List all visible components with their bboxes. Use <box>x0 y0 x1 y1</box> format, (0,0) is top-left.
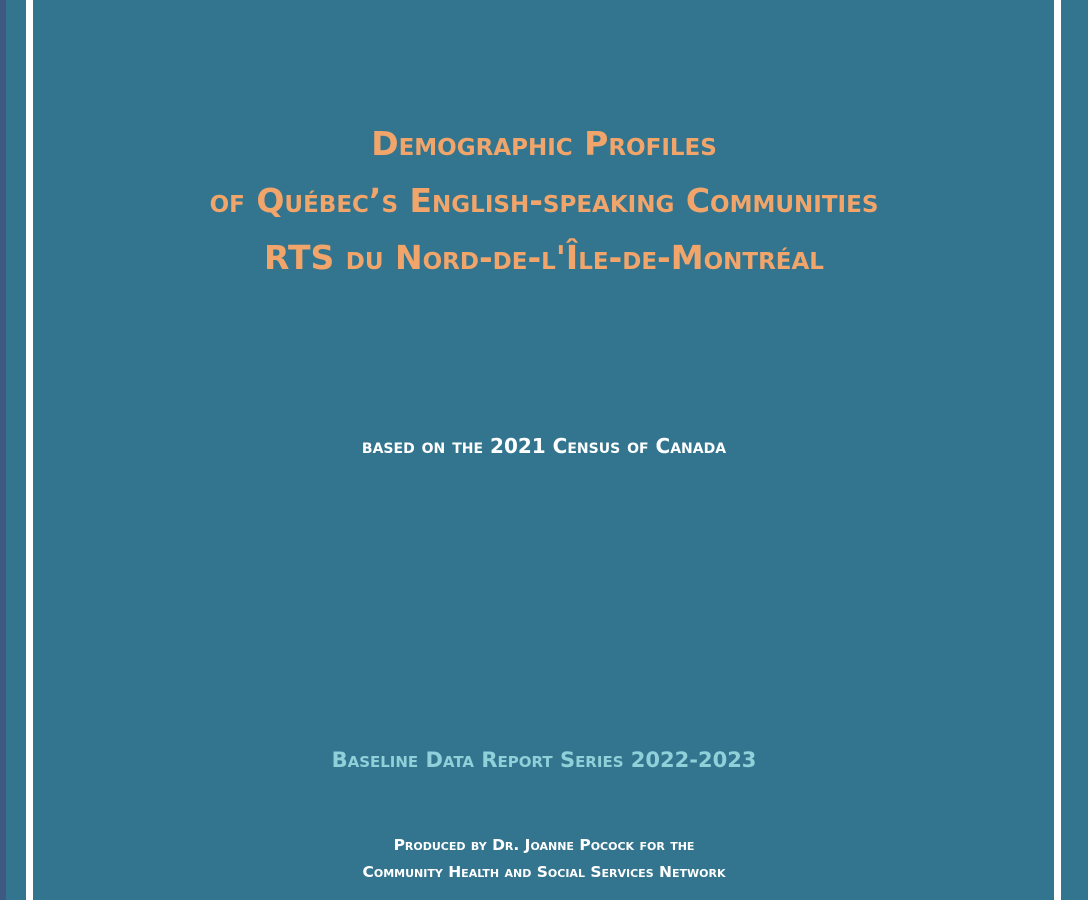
left-page-edge <box>0 0 6 900</box>
title-line-3: RTS du Nord-de-l'Île-de-Montréal <box>264 238 824 277</box>
census-subtitle: based on the 2021 Census of Canada <box>361 434 727 458</box>
title-line-2: of Québec’s English-speaking Communities <box>209 181 879 220</box>
credit-line-2: Community Health and Social Services Network <box>362 863 726 881</box>
left-border-rule <box>26 0 33 900</box>
credit-line-1: Produced by Dr. Joanne Pocock for the <box>393 836 695 854</box>
right-border-rule <box>1054 0 1061 900</box>
report-series: Baseline Data Report Series 2022-2023 <box>331 748 757 772</box>
title-line-1: Demographic Profiles <box>371 124 717 163</box>
